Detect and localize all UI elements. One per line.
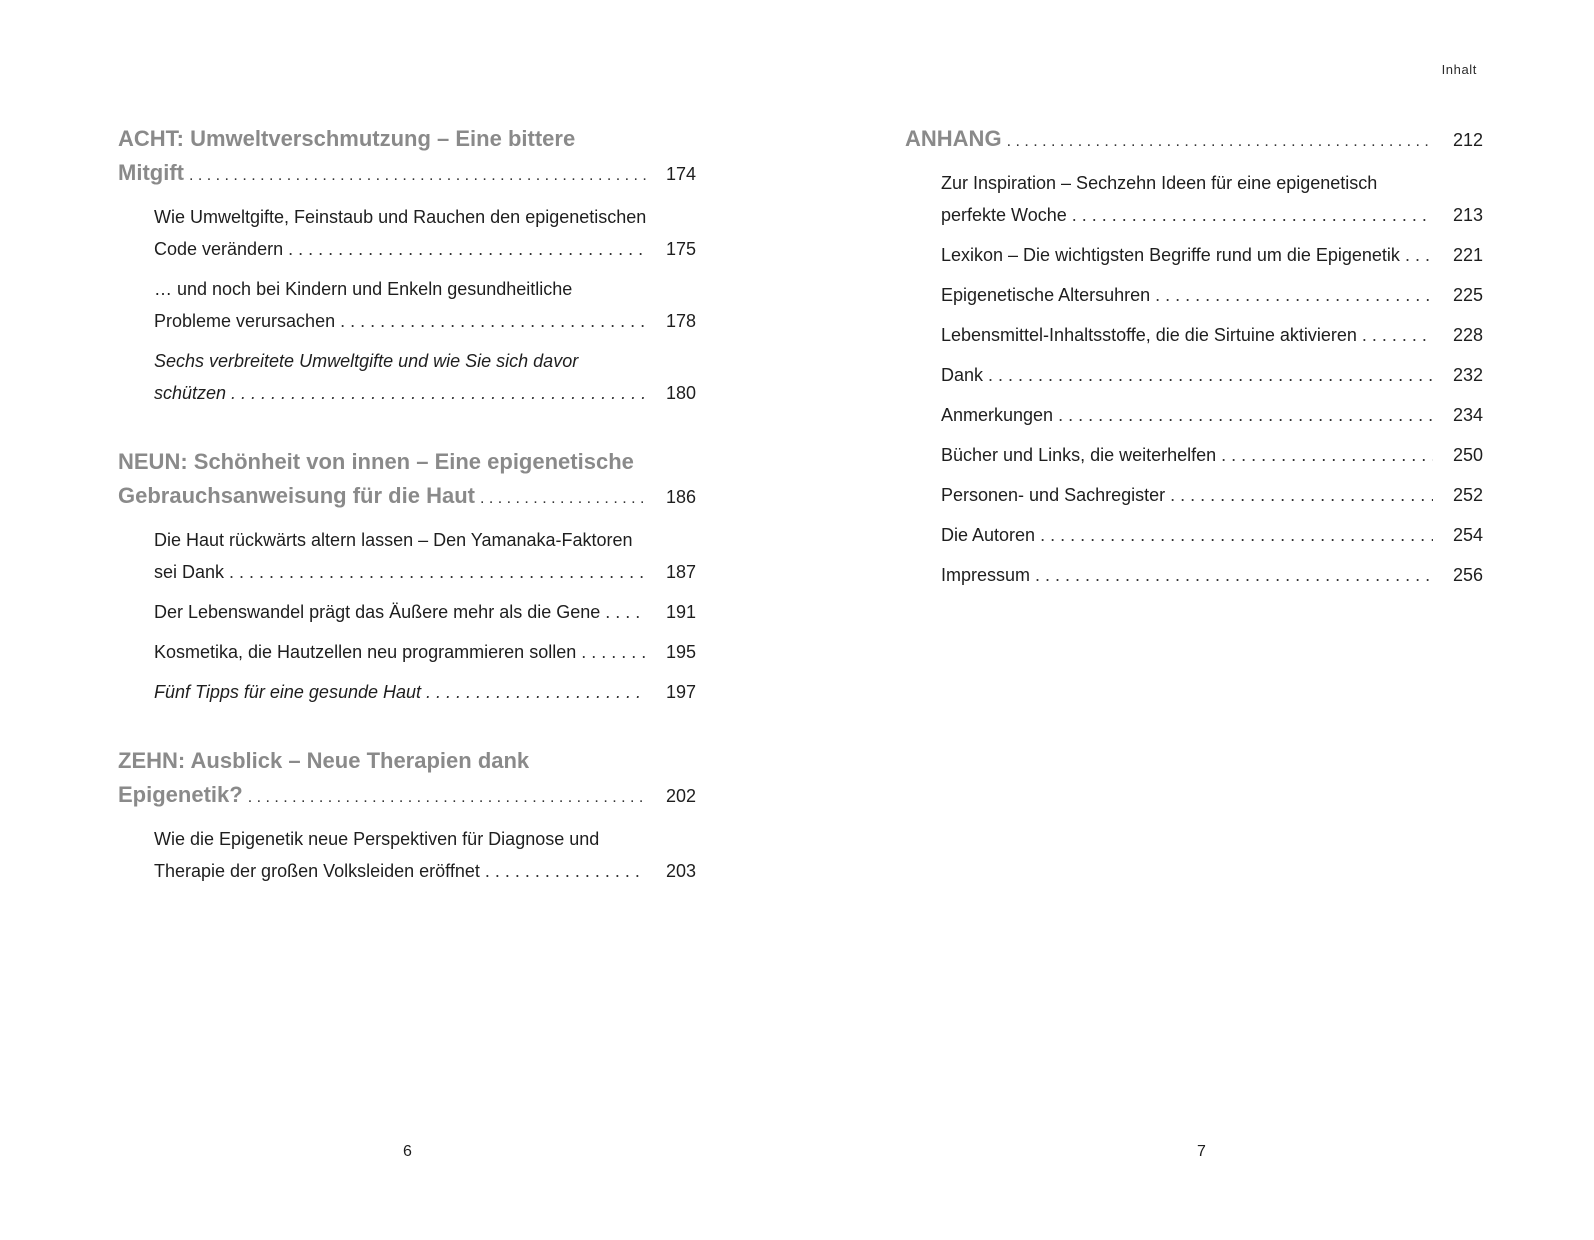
page-number-left: 6: [403, 1143, 412, 1160]
dot-leader: [485, 855, 646, 887]
entry-page-number: 213: [1452, 205, 1483, 225]
toc-entry[interactable]: [905, 519, 1483, 551]
toc-entry[interactable]: [118, 345, 696, 409]
entry-page-number: 191: [665, 602, 696, 622]
dot-leader: [605, 596, 646, 628]
entry-line: Epigenetische Altersuhren: [941, 285, 1151, 305]
toc-chapter-acht: [118, 122, 696, 409]
toc-entry[interactable]: [905, 559, 1483, 591]
chapter-heading-anhang[interactable]: [905, 122, 1483, 159]
entry-page-number: 234: [1452, 405, 1483, 425]
chapter-title-line1: ZEHN: Ausblick – Neue Therapien dank: [118, 748, 530, 773]
dot-leader: [1040, 519, 1433, 551]
toc-chapter-zehn: [118, 744, 696, 887]
entry-line: Lexikon – Die wichtigsten Begriffe rund um die Epigenetik: [941, 245, 1400, 265]
toc-entry[interactable]: [118, 676, 696, 708]
left-page-toc: [118, 122, 696, 923]
dot-leader: [229, 556, 646, 588]
entry-line1: … und noch bei Kindern und Enkeln gesundheitliche: [154, 279, 573, 299]
dot-leader: [288, 233, 646, 265]
chapter-title-line2: Mitgift: [118, 160, 184, 185]
dot-leader: [426, 676, 646, 708]
toc-entry[interactable]: [905, 439, 1483, 471]
entry-line1: Sechs verbreitete Umweltgifte und wie Sie sich davor: [154, 351, 579, 371]
entry-line: Die Autoren: [941, 525, 1036, 545]
entry-page-number: 252: [1452, 485, 1483, 505]
entry-line2: sei Dank: [154, 562, 225, 582]
dot-leader: [340, 305, 646, 337]
toc-chapter-neun: [118, 445, 696, 708]
dot-leader: [1035, 559, 1433, 591]
dot-leader: [1155, 279, 1433, 311]
dot-leader: [988, 359, 1433, 391]
entry-line2: Probleme verursachen: [154, 311, 336, 331]
chapter-heading[interactable]: [118, 122, 696, 193]
toc-entry[interactable]: [905, 399, 1483, 431]
entry-line1: Wie die Epigenetik neue Perspektiven für Diagnose und: [154, 829, 600, 849]
chapter-heading[interactable]: [118, 445, 696, 516]
dot-leader: [1170, 479, 1433, 511]
entry-line1: Die Haut rückwärts altern lassen – Den Yamanaka-Faktoren: [154, 530, 633, 550]
entry-line: Der Lebenswandel prägt das Äußere mehr als die Gene: [154, 602, 601, 622]
entry-page-number: 197: [665, 682, 696, 702]
entry-page-number: 187: [665, 562, 696, 582]
toc-entry[interactable]: [905, 239, 1483, 271]
entry-page-number: 256: [1452, 565, 1483, 585]
entry-page-number: 221: [1452, 245, 1483, 265]
entry-line: Anmerkungen: [941, 405, 1054, 425]
entry-page-number: 175: [665, 239, 696, 259]
chapter-page-number: 174: [665, 164, 696, 184]
dot-leader: [480, 482, 646, 516]
dot-leader: [189, 159, 646, 193]
entry-line2: perfekte Woche: [941, 205, 1067, 225]
entry-page-number: 180: [665, 383, 696, 403]
entry-line: Kosmetika, die Hautzellen neu programmieren sollen: [154, 642, 577, 662]
toc-entry[interactable]: [905, 279, 1483, 311]
chapter-title-line1: NEUN: Schönheit von innen – Eine epigenetische: [118, 449, 634, 474]
entry-line: Dank: [941, 365, 984, 385]
dot-leader: [581, 636, 646, 668]
toc-entry[interactable]: [118, 636, 696, 668]
toc-entry[interactable]: [905, 167, 1483, 231]
running-head: Inhalt: [1441, 62, 1477, 77]
dot-leader: [1405, 239, 1433, 271]
entry-page-number: 203: [665, 861, 696, 881]
entry-page-number: 225: [1452, 285, 1483, 305]
entry-line1: Wie Umweltgifte, Feinstaub und Rauchen den epigenetischen: [154, 207, 647, 227]
chapter-page-number: 186: [665, 487, 696, 507]
dot-leader: [248, 781, 646, 815]
chapter-title-line2: Gebrauchsanweisung für die Haut: [118, 483, 475, 508]
right-page-toc: [905, 122, 1483, 591]
toc-entry[interactable]: [905, 319, 1483, 351]
dot-leader: [231, 377, 646, 409]
entry-line: Fünf Tipps für eine gesunde Haut: [154, 682, 422, 702]
dot-leader: [1058, 399, 1433, 431]
entry-line2: Code verändern: [154, 239, 284, 259]
page-number-right: 7: [1197, 1143, 1206, 1160]
toc-entry[interactable]: [905, 479, 1483, 511]
entry-page-number: 250: [1452, 445, 1483, 465]
entry-page-number: 195: [665, 642, 696, 662]
entry-line: Bücher und Links, die weiterhelfen: [941, 445, 1217, 465]
entry-line2: Therapie der großen Volksleiden eröffnet: [154, 861, 480, 881]
entry-line1: Zur Inspiration – Sechzehn Ideen für eine epigenetisch: [941, 173, 1378, 193]
chapter-title-line2: Epigenetik?: [118, 782, 243, 807]
chapter-page-number: 212: [1452, 130, 1483, 150]
dot-leader: [1362, 319, 1433, 351]
entry-line2: schützen: [154, 383, 227, 403]
toc-entry[interactable]: [118, 823, 696, 887]
toc-entry[interactable]: [905, 359, 1483, 391]
toc-entry[interactable]: [118, 524, 696, 588]
chapter-title-line1: ACHT: Umweltverschmutzung – Eine bittere: [118, 126, 576, 151]
entry-line: Impressum: [941, 565, 1031, 585]
entry-page-number: 228: [1452, 325, 1483, 345]
toc-entry[interactable]: [118, 596, 696, 628]
toc-entry[interactable]: [118, 201, 696, 265]
dot-leader: [1072, 199, 1433, 231]
entry-line: Personen- und Sachregister: [941, 485, 1166, 505]
chapter-title: ANHANG: [905, 126, 1002, 151]
dot-leader: [1221, 439, 1433, 471]
entry-page-number: 232: [1452, 365, 1483, 385]
chapter-page-number: 202: [665, 786, 696, 806]
entry-page-number: 178: [665, 311, 696, 331]
entry-page-number: 254: [1452, 525, 1483, 545]
chapter-heading[interactable]: [118, 744, 696, 815]
entry-line: Lebensmittel-Inhaltsstoffe, die die Sirtuine aktivieren: [941, 325, 1357, 345]
dot-leader: [1007, 125, 1433, 159]
toc-entry[interactable]: [118, 273, 696, 337]
